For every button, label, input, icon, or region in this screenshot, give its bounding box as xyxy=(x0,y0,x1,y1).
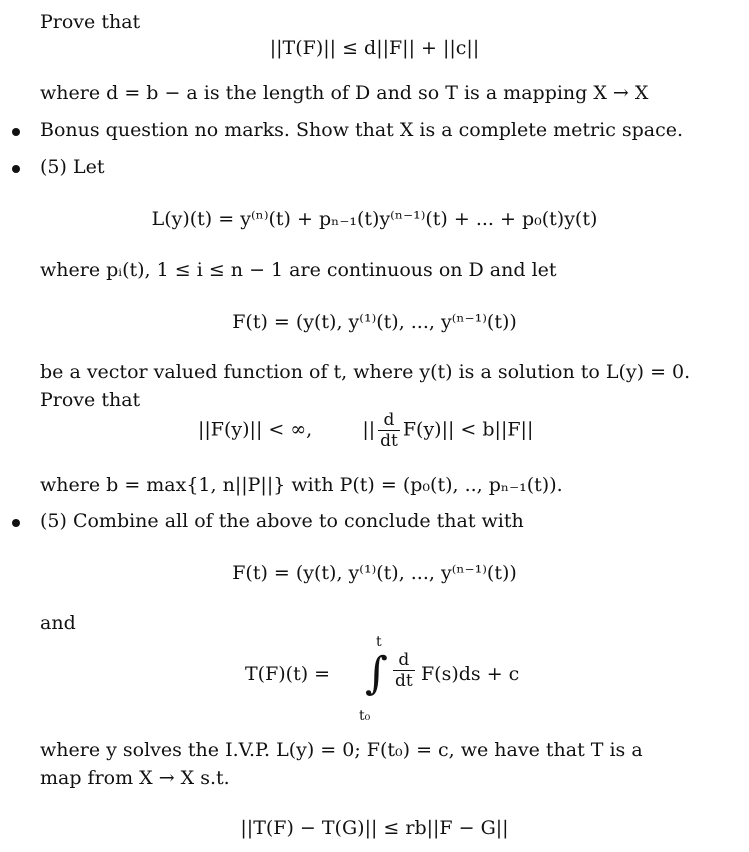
text-where-y-solves: where y solves the I.V.P. L(y) = 0; F(t₀) = c, we have that T is a xyxy=(40,739,643,761)
text-where-p: where pᵢ(t), 1 ≤ i ≤ n − 1 are continuous on D and let xyxy=(40,259,557,281)
integral-upper-limit: t xyxy=(376,634,382,650)
text-where-b: where b = max{1, n||P||} with P(t) = (p₀(t), .., pₙ₋₁(t)). xyxy=(40,474,563,496)
text-and: and xyxy=(40,612,76,634)
integral-sign: ∫ xyxy=(365,648,388,699)
norm-finite: ||F(y)|| < ∞, xyxy=(198,418,313,441)
bullet-bonus xyxy=(12,128,20,136)
inequality-contraction: ||T(F) − T(G)|| ≤ rb||F − G|| xyxy=(240,817,509,839)
fraction-denominator: dt xyxy=(380,431,398,451)
integral-lower-limit: t₀ xyxy=(359,708,371,724)
integral-rhs: F(s)ds + c xyxy=(421,663,520,685)
text-q5-combine: (5) Combine all of the above to conclude that with xyxy=(40,510,524,532)
equation-L: L(y)(t) = y⁽ⁿ⁾(t) + pₙ₋₁(t)y⁽ⁿ⁻¹⁾(t) + ... + p₀(t)y(t) xyxy=(151,208,598,230)
text-prove-that-2: Prove that xyxy=(40,389,141,411)
integral-fraction-denominator: dt xyxy=(395,671,413,691)
equation-norm-bounds xyxy=(198,410,533,451)
bullet-q5a xyxy=(12,165,20,173)
norm-derivative-bound: F(y)|| < b||F|| xyxy=(402,418,534,441)
integral-fraction-numerator: d xyxy=(393,650,415,671)
norm-bars: || xyxy=(362,418,376,441)
integral-derivative-fraction xyxy=(393,650,415,691)
equation-F-second: F(t) = (y(t), y⁽¹⁾(t), ..., y⁽ⁿ⁻¹⁾(t)) xyxy=(232,562,517,584)
text-map-from: map from X → X s.t. xyxy=(40,767,230,789)
text-vector-valued: be a vector valued function of t, where y(t) is a solution to L(y) = 0. xyxy=(40,361,691,383)
integral-lhs: T(F)(t) = xyxy=(245,663,331,685)
fraction-numerator: d xyxy=(378,410,400,431)
derivative-fraction xyxy=(378,410,400,451)
text-prove-that: Prove that xyxy=(40,11,141,33)
inequality-T-bound: ||T(F)|| ≤ d||F|| + ||c|| xyxy=(269,37,480,59)
text-bonus-question: Bonus question no marks. Show that X is a complete metric space. xyxy=(40,119,684,141)
bullet-q5b xyxy=(12,519,20,527)
text-q5-let: (5) Let xyxy=(40,156,105,178)
equation-F-first: F(t) = (y(t), y⁽¹⁾(t), ..., y⁽ⁿ⁻¹⁾(t)) xyxy=(232,311,517,333)
text-where-d: where d = b − a is the length of D and so T is a mapping X → X xyxy=(40,82,649,104)
